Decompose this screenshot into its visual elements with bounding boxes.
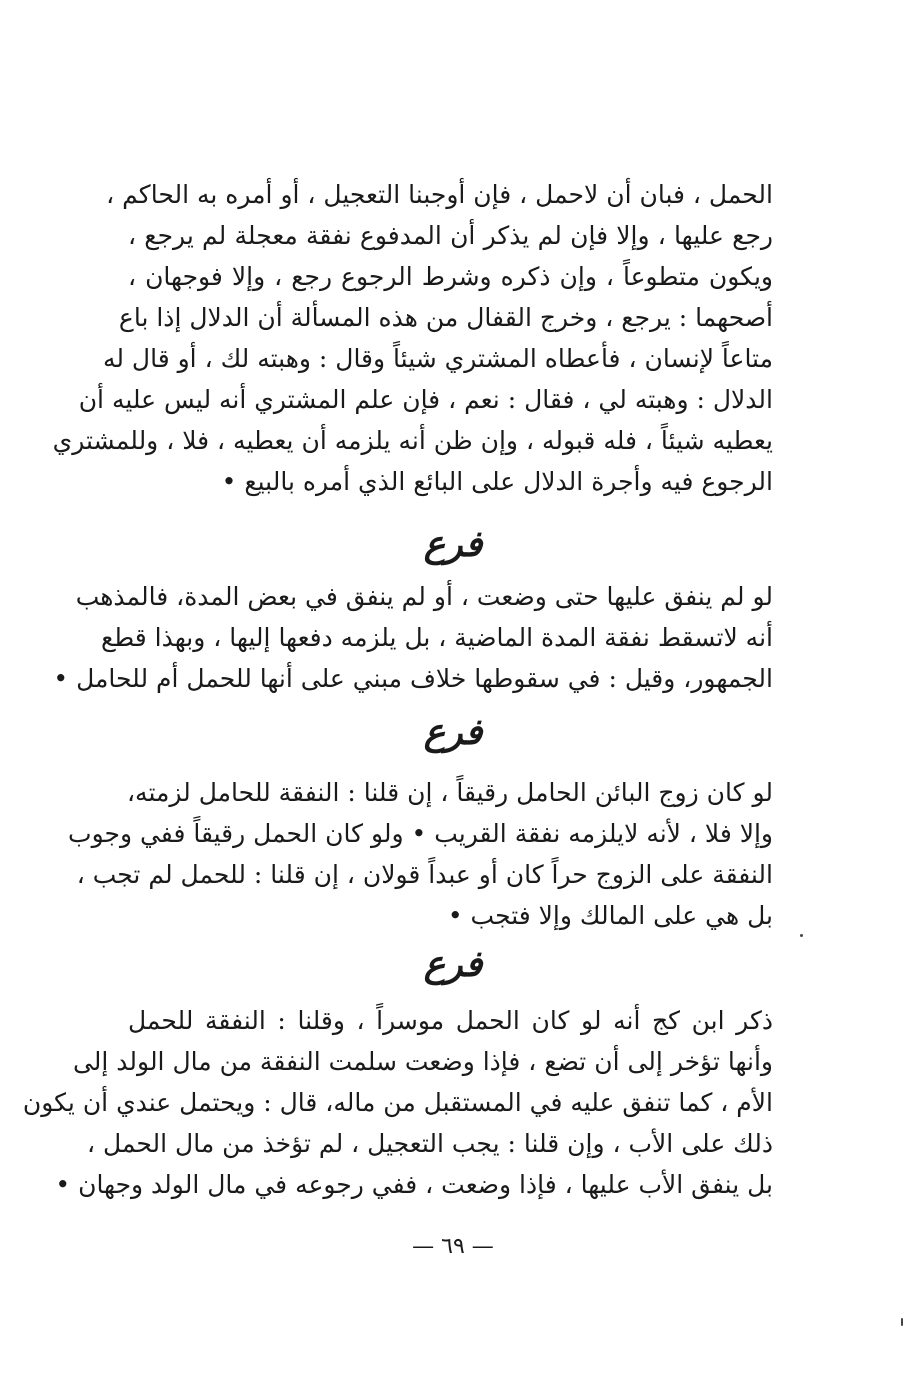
- text-line: الجمهور، وقيل : في سقوطها خلاف مبني على أنها للحمل أم للحامل •: [53, 664, 773, 693]
- section-heading: فرع: [423, 711, 483, 753]
- text-line: الأم ، كما تنفق عليه في المستقبل من ماله، قال : ويحتمل عندي أن يكون: [22, 1088, 773, 1117]
- paragraph-1: [52, 174, 773, 502]
- text-line: يعطيه شيئاً ، فله قبوله ، وإن ظن أنه يلزمه أن يعطيه ، فلا ، وللمشتري: [52, 426, 773, 455]
- text-line: وإلا فلا ، لأنه لايلزمه نفقة القريب • ولو كان الحمل رقيقاً ففي وجوب: [68, 819, 773, 848]
- text-line: متاعاً لإنسان ، فأعطاه المشتري شيئاً وقال : وهبته لك ، أو قال له: [102, 344, 773, 373]
- text-line: الرجوع فيه وأجرة الدلال على البائع الذي أمره بالبيع •: [221, 467, 773, 496]
- text-line: ذلك على الأب ، وإن قلنا : يجب التعجيل ، لم تؤخذ من مال الحمل ،: [87, 1129, 773, 1158]
- text-line: ويكون متطوعاً ، وإن ذكره وشرط الرجوع رجع ، وإلا فوجهان ،: [128, 262, 773, 291]
- text-line: بل ينفق الأب عليها ، فإذا وضعت ، ففي رجوعه في مال الولد وجهان •: [55, 1170, 773, 1199]
- section-heading: فرع: [423, 943, 483, 985]
- paragraph-4: [22, 1000, 773, 1205]
- paragraph-3: [68, 772, 773, 936]
- text-line: لو كان زوج البائن الحامل رقيقاً ، إن قلنا : النفقة للحامل لزمته،: [126, 778, 773, 807]
- scan-speck: [901, 1318, 903, 1326]
- paragraph-2: [53, 576, 773, 699]
- text-line: الدلال : وهبته لي ، فقال : نعم ، فإن علم المشتري أنه ليس عليه أن: [78, 385, 773, 414]
- text-line: الحمل ، فبان أن لاحمل ، فإن أوجبنا التعجيل ، أو أمره به الحاكم ،: [106, 180, 773, 209]
- text-line: ذكر ابن كج أنه لو كان الحمل موسراً ، وقلنا : النفقة للحمل: [128, 1006, 773, 1035]
- text-line: أصحهما : يرجع ، وخرج القفال من هذه المسألة أن الدلال إذا باع: [118, 303, 773, 332]
- text-line: رجع عليها ، وإلا فإن لم يذكر أن المدفوع نفقة معجلة لم يرجع ،: [128, 221, 773, 250]
- text-line: لو لم ينفق عليها حتى وضعت ، أو لم ينفق في بعض المدة، فالمذهب: [75, 582, 773, 611]
- text-line: أنه لاتسقط نفقة المدة الماضية ، بل يلزمه دفعها إليها ، وبهذا قطع: [100, 623, 773, 652]
- section-heading: فرع: [423, 523, 483, 565]
- page-number: — ٦٩ —: [412, 1234, 494, 1259]
- text-line: وأنها تؤخر إلى أن تضع ، فإذا وضعت سلمت النفقة من مال الولد إلى: [72, 1047, 773, 1076]
- text-line: النفقة على الزوج حراً كان أو عبداً قولان ، إن قلنا : للحمل لم تجب ،: [76, 860, 773, 889]
- scan-speck: [800, 934, 803, 937]
- text-line: بل هي على المالك وإلا فتجب •: [447, 901, 773, 930]
